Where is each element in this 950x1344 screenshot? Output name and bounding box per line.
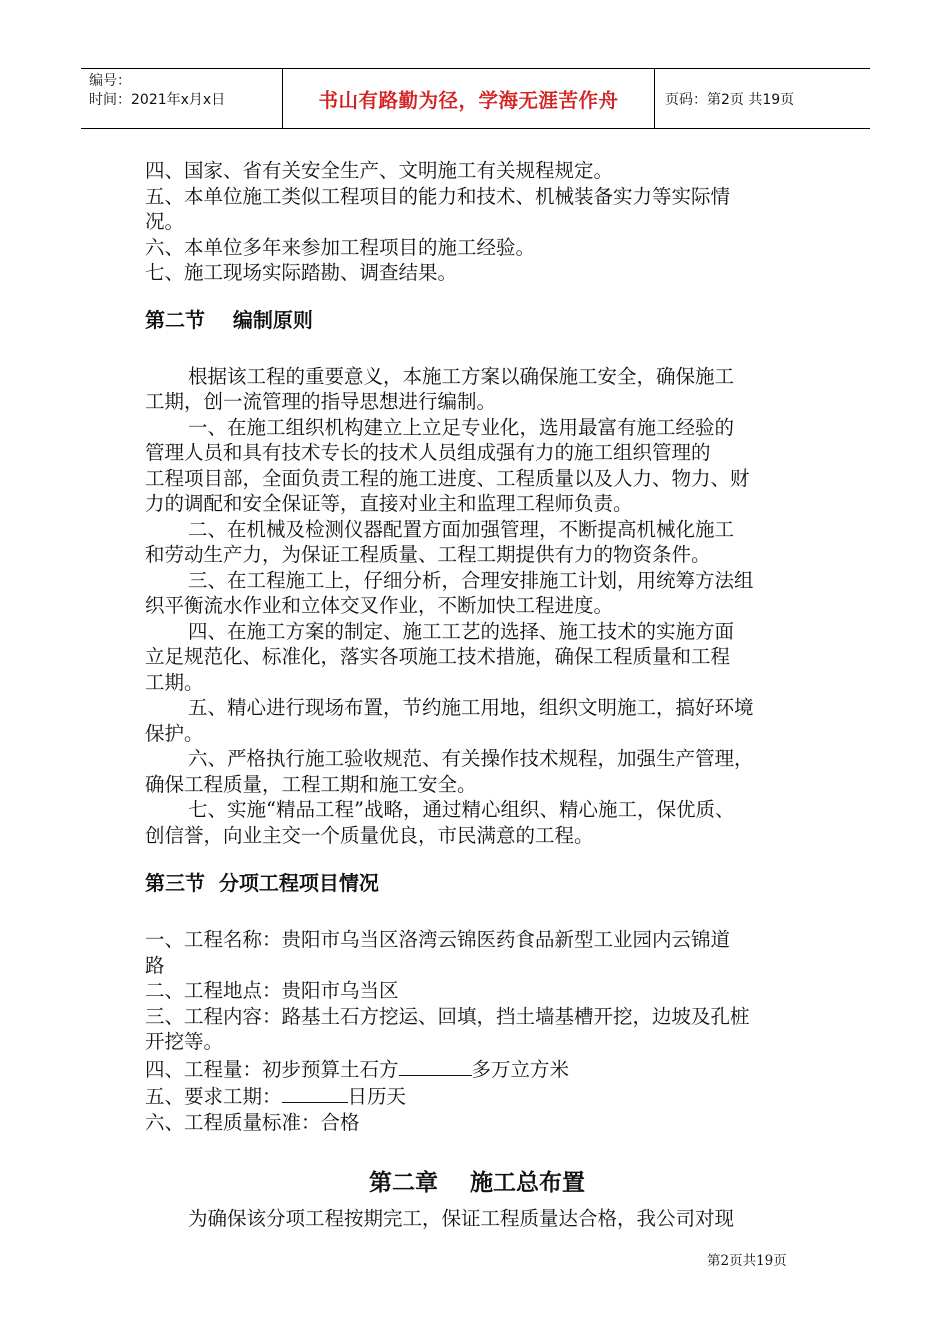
paragraph-line: 根据该工程的重要意义，本施工方案以确保施工安全，确保施工 [188,364,735,388]
section-3-title: 第三节 分项工程项目情况 [145,871,379,895]
paragraph-line: 四、在施工方案的制定、施工工艺的选择、施工技术的实施方面 [188,619,735,643]
paragraph-line: 和劳动生产力，为保证工程质量、工程工期提供有力的物资条件。 [145,543,711,566]
quantity-suffix: 多万立方米 [471,1057,570,1081]
paragraph-line: 工程项目部，全面负责工程的施工进度、工程质量以及人力、物力、财 [145,466,750,490]
paragraph-line: 七、实施“精品工程”战略，通过精心组织、精心施工，保优质、 [188,798,735,821]
section-2-body [145,364,809,849]
header-date-label: 时间：2021年x月x日 [89,92,226,108]
quantity-prefix: 四、工程量：初步预算土石方 [145,1057,399,1081]
page-footer: 第2页共19页 [707,1253,787,1269]
document-body [145,158,809,1232]
paragraph-line: 力的调配和安全保证等，直接对业主和监理工程师负责。 [145,492,633,515]
basis-item: 六、本单位多年来参加工程项目的施工经验。 [145,235,536,259]
duration-line [145,1082,809,1110]
basis-item: 况。 [145,210,185,233]
paragraph-line: 二、在机械及检测仪器配置方面加强管理，不断提高机械化施工 [188,517,735,541]
paragraph-line: 三、在工程施工上，仔细分析，合理安排施工计划，用统筹方法组 [188,568,754,592]
basis-item: 四、国家、省有关安全生产、文明施工有关规程规定。 [145,159,614,182]
section-2-title: 第二节 编制原则 [145,307,313,332]
paragraph-line: 确保工程质量，工程工期和施工安全。 [145,772,477,796]
header-left-cell [81,69,283,128]
chapter-2-title: 第二章 施工总布置 [368,1170,586,1196]
paragraph-line: 工期，创一流管理的指导思想进行编制。 [145,390,497,413]
basis-item: 七、施工现场实际踏勘、调查结果。 [145,261,458,284]
basis-list [145,158,809,286]
paragraph-line: 五、精心进行现场布置，节约施工用地，组织文明施工，搞好环境 [188,696,754,719]
project-line: 路 [145,953,165,977]
project-line: 二、工程地点：贵阳市乌当区 [145,979,399,1002]
paragraph-line: 保护。 [145,721,204,745]
duration-prefix: 五、要求工期： [145,1085,282,1108]
project-line: 一、工程名称：贵阳市乌当区洛湾云锦医药食品新型工业园内云锦道 [145,928,731,951]
basis-item: 五、本单位施工类似工程项目的能力和技术、机械装备实力等实际情 [145,184,731,208]
header-motto: 书山有路勤为径，学海无涯苦作舟 [283,69,655,128]
quality-line: 六、工程质量标准：合格 [145,1110,360,1134]
paragraph-line: 一、在施工组织机构建立上立足专业化，选用最富有施工经验的 [188,415,735,439]
project-line: 开挖等。 [145,1030,224,1053]
header-number-label: 编号： [89,73,131,89]
paragraph-line: 管理人员和具有技术专长的技术人员组成强有力的施工组织管理的 [145,441,711,464]
paragraph-line: 织平衡流水作业和立体交叉作业，不断加快工程进度。 [145,594,614,617]
header-page-info: 页码：第2页 共19页 [665,91,795,108]
page-header [81,68,870,129]
paragraph-line: 创信誉，向业主交一个质量优良，市民满意的工程。 [145,823,594,847]
quantity-blank [399,1055,472,1076]
paragraph-line: 立足规范化、标准化，落实各项施工技术措施，确保工程质量和工程 [145,645,731,668]
section-3-body [145,927,809,1135]
paragraph-line: 六、严格执行施工验收规范、有关操作技术规程，加强生产管理， [188,747,754,770]
chapter-2-first-line: 为确保该分项工程按期完工，保证工程质量达合格，我公司对现 [188,1207,735,1230]
duration-suffix: 日历天 [347,1085,407,1108]
quantity-line [145,1055,809,1083]
paragraph-line: 工期。 [145,670,204,694]
duration-blank [282,1082,348,1103]
project-line: 三、工程内容：路基土石方挖运、回填，挡土墙基槽开挖，边坡及孔桩 [145,1004,750,1028]
